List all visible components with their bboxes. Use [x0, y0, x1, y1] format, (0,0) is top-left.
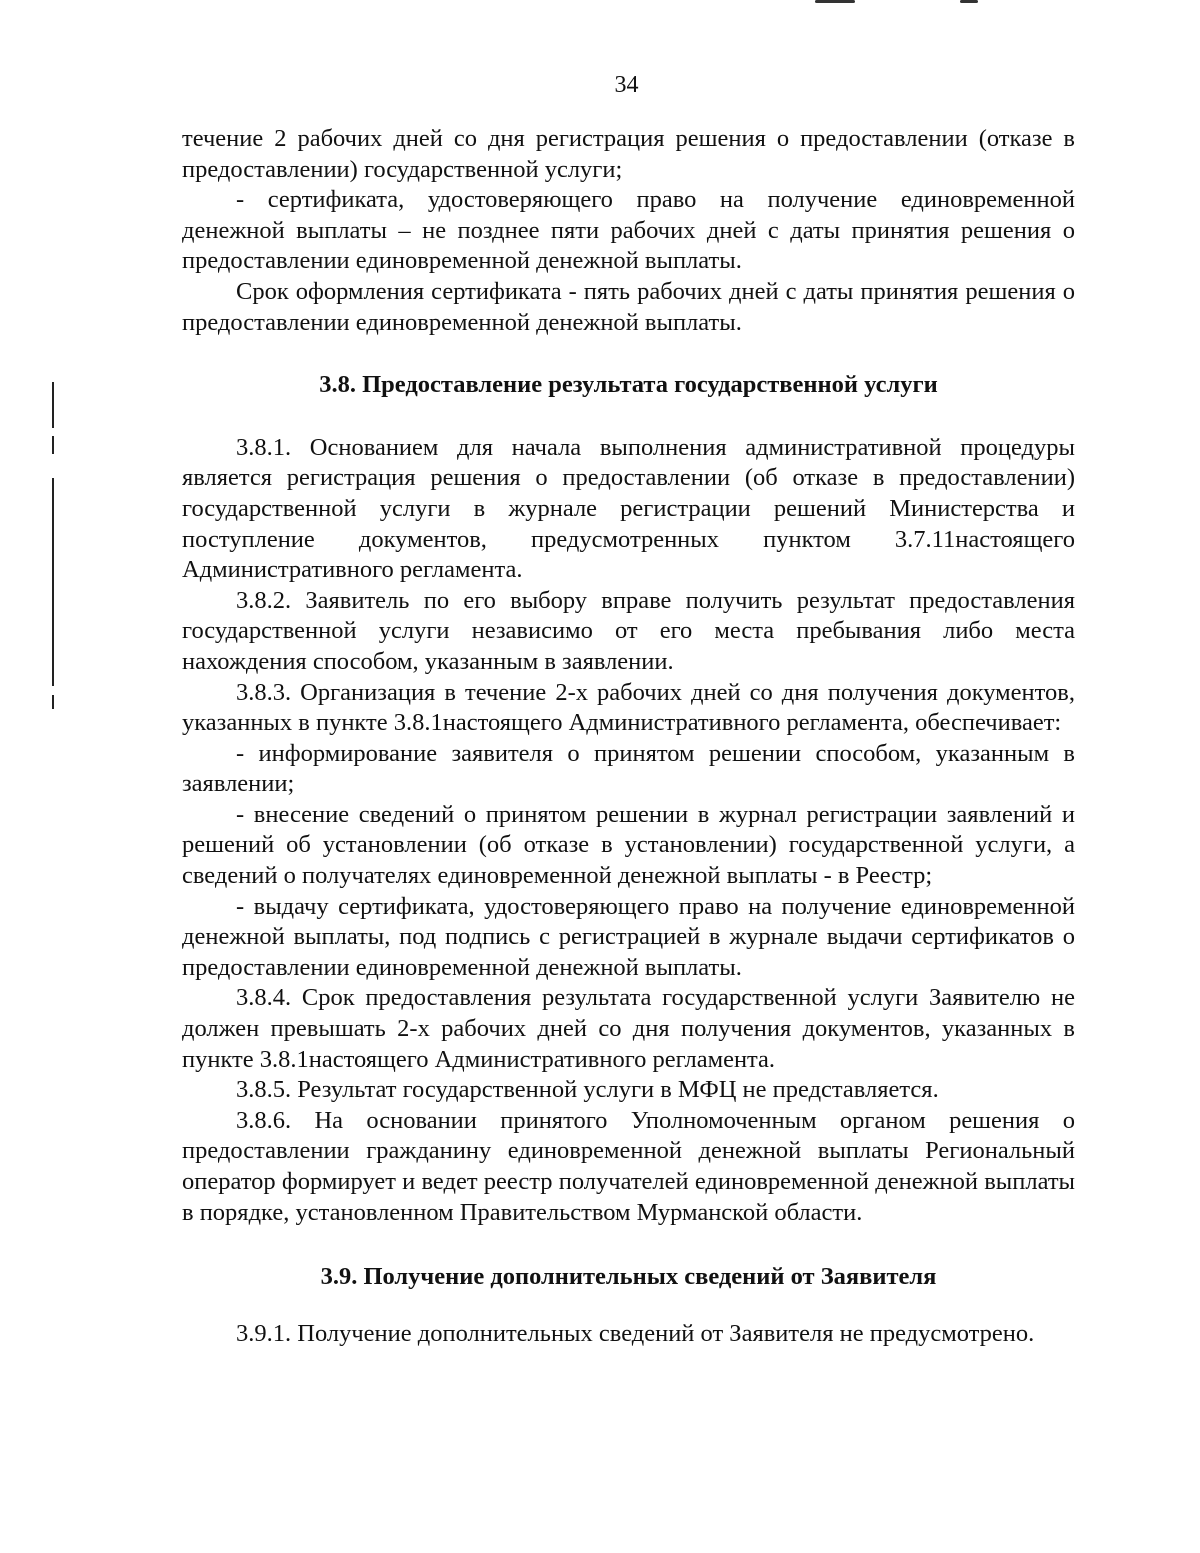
paragraph: 3.8.2. Заявитель по его выбору вправе получить результат предоставления государственной услуги независимо от его места пребывания либо места нахождения способом, указанным в заявлении. [182, 586, 1075, 675]
paragraph: - внесение сведений о принятом решении в журнал регистрации заявлений и решений об установлении (об отказе в установлении) государственной услуги, а сведений о получателях единовременной денежной выплаты - в Реестр; [182, 800, 1075, 890]
paragraph: 3.8.3. Организация в течение 2-х рабочих дней со дня получения документов, указанных в пункте 3.8.1настоящего Административного регламента, обеспечивает: [182, 678, 1075, 737]
paragraph: 3.9.1. Получение дополнительных сведений от Заявителя не предусмотрено. [236, 1319, 1035, 1347]
paragraph: 3.8.5. Результат государственной услуги в МФЦ не представляется. [236, 1076, 939, 1104]
paragraph: - сертификата, удостоверяющего право на получение единовременной денежной выплаты – не позднее пяти рабочих дней с даты принятия решения о предоставлении единовременной денежной выплаты. [182, 186, 1075, 275]
margin-line [52, 478, 54, 686]
paragraph: 3.8.1. Основанием для начала выполнения административной процедуры является регистрация решения о предоставлении (об отказе в предоставлении) государственной услуги в журнале регистрации решений Министерства и поступление документов, предусмотренных пунктом 3.7.11настоящего Административного регламента. [182, 433, 1075, 584]
margin-line [52, 436, 54, 454]
paragraph: - информирование заявителя о принятом решении способом, указанным в заявлении; [182, 739, 1075, 798]
paragraph: течение 2 рабочих дней со дня регистрация решения о предоставлении (отказе в предоставлении) государственной услуги; [182, 125, 1075, 183]
paragraph: - выдачу сертификата, удостоверяющего право на получение единовременной денежной выплаты, под подпись с регистрацией в журнале выдачи сертификатов о предоставлении единовременной денежной выплаты. [182, 892, 1075, 981]
document-body [182, 124, 1075, 1349]
margin-line [52, 382, 54, 428]
scan-smudge [815, 0, 855, 3]
scan-smudge [960, 0, 978, 3]
section-heading: 3.8. Предоставление результата государственной услуги [319, 371, 938, 399]
paragraph: 3.8.6. На основании принятого Уполномоченным органом решения о предоставлении гражданину единовременной денежной выплаты Региональный оператор формирует и ведет реестр получателей единовременной денежной выплаты в порядке, установленном Правительством Мурманской области. [182, 1106, 1075, 1226]
section-heading: 3.9. Получение дополнительных сведений от Заявителя [320, 1263, 937, 1291]
paragraph: 3.8.4. Срок предоставления результата государственной услуги Заявителю не должен превышать 2-х рабочих дней со дня получения документов, указанных в пункте 3.8.1настоящего Административного регламента. [182, 984, 1075, 1073]
page-number: 34 [614, 72, 639, 98]
margin-line [52, 695, 54, 709]
paragraph: Срок оформления сертификата - пять рабочих дней с даты принятия решения о предоставлении единовременной денежной выплаты. [182, 277, 1075, 336]
